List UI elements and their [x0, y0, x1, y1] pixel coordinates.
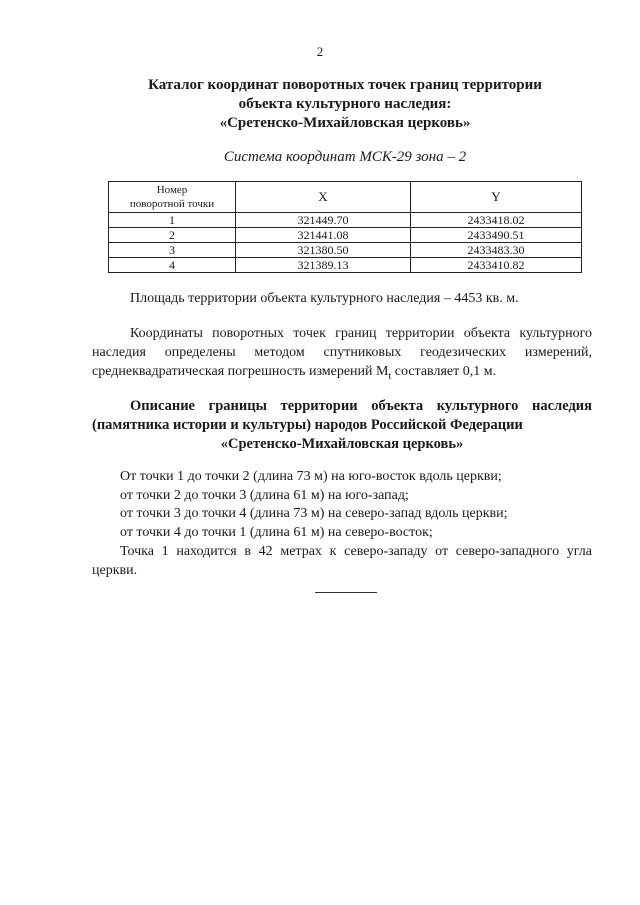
y-cell: 2433418.02 — [411, 213, 582, 228]
table-row — [109, 228, 582, 243]
x-cell: 321389.13 — [236, 258, 411, 273]
table-row — [109, 243, 582, 258]
area-statement: Площадь территории объекта культурного наследия – 4453 кв. м. — [130, 291, 519, 306]
route-segment: От точки 1 до точки 2 (длина 73 м) на юго-восток вдоль церкви; — [120, 469, 502, 484]
accuracy-line-1: Координаты поворотных точек границ территории объекта культурного — [130, 326, 592, 341]
table-row — [109, 213, 582, 228]
catalog-title-line-1: Каталог координат поворотных точек границ территории — [148, 77, 542, 93]
route-segment: от точки 3 до точки 4 (длина 73 м) на северо-запад вдоль церкви; — [120, 506, 508, 522]
coordinates-table — [108, 181, 582, 273]
y-header: Y — [411, 182, 582, 213]
catalog-title-line-2: объекта культурного наследия: — [238, 96, 452, 112]
end-separator-line — [315, 592, 377, 593]
accuracy-subscript: t — [388, 370, 392, 382]
description-title-line-3: «Сретенско-Михайловская церковь» — [220, 436, 464, 452]
catalog-title — [100, 76, 590, 133]
accuracy-line-2: наследия определены методом спутниковых геодезических измерений, — [92, 345, 592, 360]
x-header: X — [236, 182, 411, 213]
coordinate-system-caption: Система координат МСК-29 зона – 2 — [223, 149, 467, 165]
description-title-line-1: Описание границы территории объекта культурного наследия — [130, 398, 592, 414]
point-number-cell: 4 — [109, 258, 236, 273]
route-note-line-1: Точка 1 находится в 42 метрах к северо-западу от северо-западного угла — [120, 543, 592, 559]
table-header-row — [109, 182, 582, 213]
accuracy-line-3 — [92, 362, 592, 386]
y-cell: 2433483.30 — [411, 243, 582, 258]
description-title-line-2: (памятника истории и культуры) народов Российской Федерации — [92, 417, 523, 433]
accuracy-paragraph — [92, 324, 592, 386]
point-number-cell: 3 — [109, 243, 236, 258]
y-cell: 2433490.51 — [411, 228, 582, 243]
accuracy-line-3-text: среднеквадратическая погрешность измерений M — [92, 364, 389, 379]
x-cell: 321449.70 — [236, 213, 411, 228]
route-description — [92, 468, 592, 580]
point-number-header-line-1: Номер — [156, 184, 188, 196]
route-segment: от точки 4 до точки 1 (длина 61 м) на северо-восток; — [120, 525, 433, 541]
description-title — [92, 397, 592, 454]
point-number-cell: 2 — [109, 228, 236, 243]
table-row — [109, 258, 582, 273]
point-number-cell: 1 — [109, 213, 236, 228]
route-segment: от точки 2 до точки 3 (длина 61 м) на юго-запад; — [120, 487, 409, 503]
route-note-line-2: церкви. — [92, 562, 138, 578]
y-cell: 2433410.82 — [411, 258, 582, 273]
catalog-title-line-3: «Сретенско-Михайловская церковь» — [219, 115, 471, 131]
x-cell: 321380.50 — [236, 243, 411, 258]
point-number-header-line-2: поворотной точки — [129, 198, 215, 210]
page-number: 2 — [316, 44, 324, 59]
accuracy-line-3-tail: составляет 0,1 м. — [391, 364, 497, 379]
x-cell: 321441.08 — [236, 228, 411, 243]
point-number-header — [109, 182, 236, 213]
